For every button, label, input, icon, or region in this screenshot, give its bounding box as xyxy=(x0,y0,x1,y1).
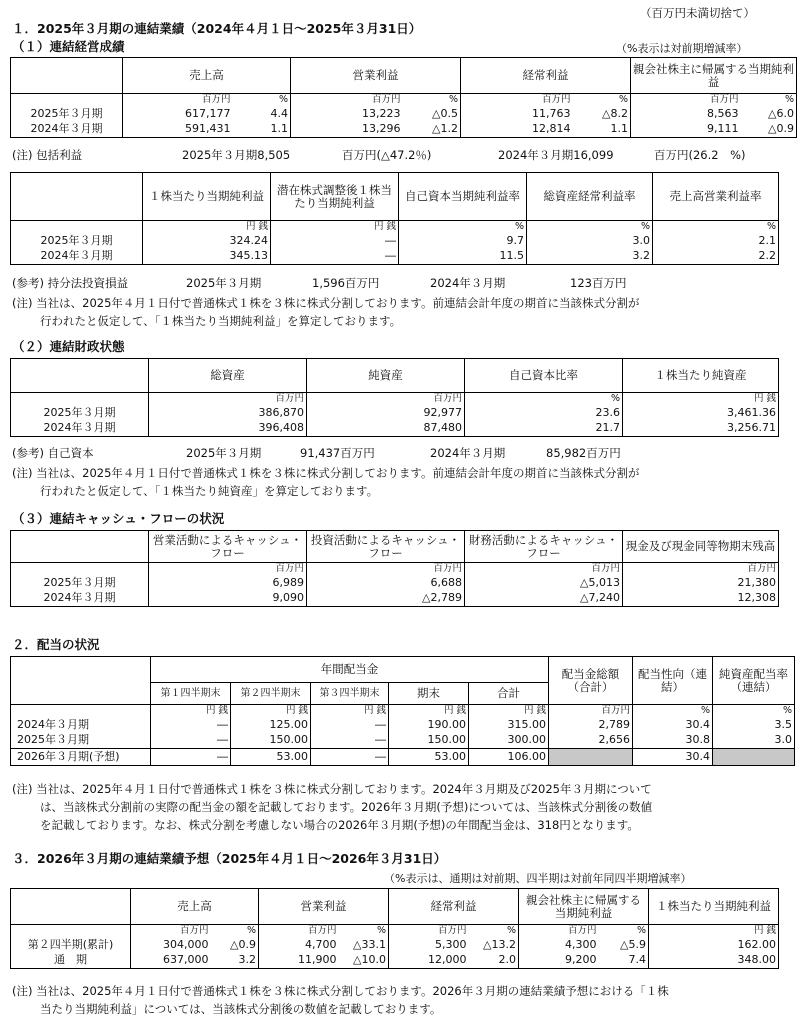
unit: 円 銭 xyxy=(389,705,469,717)
financial-position-table xyxy=(10,358,779,437)
cell: 30.8 xyxy=(633,733,713,749)
header-total: 合計 xyxy=(469,683,549,705)
cell-shaded xyxy=(713,749,795,766)
unit: % xyxy=(653,221,779,233)
note-value: 2025年３月期8,505 xyxy=(182,148,291,162)
header-total-assets: 総資産 xyxy=(149,359,307,393)
cell: 300.00 xyxy=(469,733,549,749)
cell: 92,977 xyxy=(307,405,465,421)
cell: △5.9 xyxy=(599,937,649,953)
note-value: 百万円(△47.2％) xyxy=(342,148,432,162)
row-label: 2025年３月期 xyxy=(11,733,151,749)
note-dividends-line3: を記載しております。なお、株式分割を考慮しない場合の2026年３月期(予想)の年間配当金は、318円となります。 xyxy=(40,818,639,832)
row-label: 2026年３月期(予想) xyxy=(11,749,151,766)
note-stock-split: (注) 当社は、2025年４月１日付で普通株式１株を３株に株式分割しております。前連結会計年度の期首に当該株式分割が xyxy=(12,466,640,480)
unit: % xyxy=(233,94,291,106)
unit: 円 銭 xyxy=(469,705,549,717)
header-q1: 第１四半期末 xyxy=(151,683,231,705)
cell: 30.4 xyxy=(633,717,713,733)
unit: 百万円 xyxy=(465,563,623,575)
cell: △10.0 xyxy=(339,953,389,969)
row-label: 2025年３月期 xyxy=(11,575,149,591)
cell: 324.24 xyxy=(143,233,271,249)
row-label: 2024年３月期 xyxy=(11,717,151,733)
header-net-income: 親会社株主に帰属する当期純利益 xyxy=(519,889,649,925)
cell: ― xyxy=(151,717,231,733)
header-ordinary-profit: 経常利益 xyxy=(389,889,519,925)
cell: 106.00 xyxy=(469,749,549,766)
note-stock-split: (注) 当社は、2025年４月１日付で普通株式１株を３株に株式分割しております。前連結会計年度の期首に当該株式分割が xyxy=(12,296,640,310)
per-share-table xyxy=(10,172,779,265)
cell: 1.1 xyxy=(233,122,291,138)
cell: △0.9 xyxy=(741,122,797,138)
cell: 6,989 xyxy=(149,575,307,591)
unit: 百万円 xyxy=(307,393,465,405)
unit: % xyxy=(211,925,259,937)
unit: 百万円 xyxy=(371,94,401,106)
row-label: 2025年３月期 xyxy=(11,233,143,249)
cell: 6,688 xyxy=(307,575,465,591)
cell: 315.00 xyxy=(469,717,549,733)
pct-note: （%表示は対前期増減率） xyxy=(616,42,748,55)
cell: 2.1 xyxy=(653,233,779,249)
note-dividends xyxy=(12,782,652,796)
cell: 637,000 xyxy=(131,953,211,969)
cell: 3.5 xyxy=(713,717,795,733)
header-eps: １株当たり当期純利益 xyxy=(143,173,271,221)
unit: % xyxy=(469,925,519,937)
cell: 12,000 xyxy=(389,953,469,969)
unit: % xyxy=(713,705,795,717)
header-equity-ratio: 自己資本比率 xyxy=(465,359,623,393)
header-q3: 第３四半期末 xyxy=(311,683,389,705)
unit: % xyxy=(339,925,389,937)
cell: △1.2 xyxy=(403,122,461,138)
note-stock-split-cont: 行われたと仮定して、「１株当たり当期純利益」を算定しております。 xyxy=(40,314,402,328)
cashflow-table xyxy=(10,530,779,607)
header-op-margin: 売上高営業利益率 xyxy=(653,173,779,221)
unit: 円 銭 xyxy=(151,705,231,717)
note-dividends-line2: は、当該株式分割前の実際の配当金の額を記載しております。2026年３月期(予想)については、当該株式分割後の数値 xyxy=(40,800,653,814)
cell: ― xyxy=(311,733,389,749)
cell: △5,013 xyxy=(465,575,623,591)
ref-equity-method: (参考) 持分法投資損益 xyxy=(12,276,129,290)
unit: 百万円 xyxy=(307,563,465,575)
ref-value: 2025年３月期 xyxy=(186,276,262,290)
cell: 2.0 xyxy=(469,953,519,969)
cell: 13,296 xyxy=(291,122,403,138)
cell: ― xyxy=(271,249,399,265)
cell: 11,900 xyxy=(259,953,339,969)
unit: 円 銭 xyxy=(143,221,271,233)
forecast-table xyxy=(10,888,779,969)
cell: ― xyxy=(311,717,389,733)
cell: △8.2 xyxy=(573,106,631,122)
cell: △33.1 xyxy=(339,937,389,953)
header-net-income: 親会社株主に帰属する当期純利益 xyxy=(631,58,797,94)
header-operating-profit: 営業利益 xyxy=(259,889,389,925)
cell: 7.4 xyxy=(599,953,649,969)
cell: 13,223 xyxy=(362,106,401,120)
note-forecast: (注) 当社は、2025年４月１日付で普通株式１株を３株に株式分割しております。2026年３月期の連結業績予想における「１株 xyxy=(12,984,669,998)
cell: 190.00 xyxy=(389,717,469,733)
cell: 304,000 xyxy=(163,937,209,951)
note-comprehensive-income: (注) 包括利益 xyxy=(12,148,83,162)
cell: 4,300 xyxy=(565,937,597,951)
cell: 3,461.36 xyxy=(623,405,779,421)
unit: 百万円 xyxy=(307,925,337,937)
header-sales: 売上高 xyxy=(123,58,291,94)
unit: % xyxy=(399,221,527,233)
dividends-table xyxy=(10,656,795,766)
cell: 3.2 xyxy=(211,953,259,969)
cell: 3.0 xyxy=(527,233,653,249)
header-payout-ratio: 配当性向（連結） xyxy=(633,657,713,705)
header-year-end: 期末 xyxy=(389,683,469,705)
cell: 162.00 xyxy=(649,937,779,953)
ref-value: 2024年３月期 xyxy=(430,446,506,460)
cell: 4.4 xyxy=(233,106,291,122)
cell: ― xyxy=(151,733,231,749)
note-stock-split-cont: 行われたと仮定して、「１株当たり純資産」を算定しております。 xyxy=(40,484,379,498)
header-ordinary-profit: 経常利益 xyxy=(461,58,631,94)
cell: 396,408 xyxy=(149,421,307,437)
row-label: 2024年３月期 xyxy=(11,591,149,607)
cell-shaded xyxy=(549,749,633,766)
ref-value: 2024年３月期 xyxy=(430,276,506,290)
cell: 345.13 xyxy=(143,249,271,265)
unit: % xyxy=(741,94,797,106)
note-dividends-line1-tail: て xyxy=(640,782,652,796)
cell: 4,700 xyxy=(305,937,337,951)
operating-results-table xyxy=(10,57,797,138)
header-investing-cf: 投資活動によるキャッシュ・フロー xyxy=(307,531,465,563)
cell: ― xyxy=(311,749,389,766)
header-doe: 純資産配当率（連結） xyxy=(713,657,795,705)
cell: △7,240 xyxy=(465,591,623,607)
subsection-title-cashflow: （３）連結キャッシュ・フローの状況 xyxy=(12,511,225,526)
unit: 円 銭 xyxy=(623,393,779,405)
section-title-forecast: ３．2026年３月期の連結業績予想（2025年４月１日～2026年３月31日） xyxy=(12,851,447,866)
unit-note: （百万円未満切捨て） xyxy=(640,6,755,20)
cell: △0.9 xyxy=(211,937,259,953)
cell: 11.5 xyxy=(399,249,527,265)
cell: 23.6 xyxy=(465,405,623,421)
unit: 円 銭 xyxy=(649,925,779,937)
cell: ― xyxy=(271,233,399,249)
section-title-dividends: ２．配当の状況 xyxy=(12,637,100,652)
note-forecast-cont: 当たり当期純利益」については、当該株式分割後の数値を記載しております。 xyxy=(40,1002,442,1016)
header-diluted-eps: 潜在株式調整後１株当たり当期純利益 xyxy=(271,173,399,221)
cell: 12,308 xyxy=(623,591,779,607)
cell: 2,789 xyxy=(549,717,633,733)
unit: % xyxy=(465,393,623,405)
header-eps: １株当たり当期純利益 xyxy=(649,889,779,925)
cell: 2.2 xyxy=(653,249,779,265)
ref-value: 123百万円 xyxy=(570,276,627,290)
unit: 百万円 xyxy=(149,393,307,405)
note-value: 百万円(26.2 %) xyxy=(654,148,746,162)
cell: △0.5 xyxy=(403,106,461,122)
note-value: 2024年３月期16,099 xyxy=(498,148,614,162)
note-dividends-line1: (注) 当社は、2025年４月１日付で普通株式１株を３株に株式分割しております。2024年３月期及び2025年３月期につい xyxy=(12,782,641,796)
unit: % xyxy=(573,94,631,106)
cell: 9,090 xyxy=(149,591,307,607)
header-annual-dividend: 年間配当金 xyxy=(151,657,549,683)
cell: 348.00 xyxy=(649,953,779,969)
unit: 百万円 xyxy=(709,94,739,106)
cell: 11,763 xyxy=(532,106,571,120)
row-label: 2025年３月期 xyxy=(11,106,123,122)
unit: 円 銭 xyxy=(231,705,311,717)
unit: 百万円 xyxy=(549,705,633,717)
header-cash-end: 現金及び現金同等物期末残高 xyxy=(623,531,779,563)
cell: △2,789 xyxy=(307,591,465,607)
cell: 9,111 xyxy=(631,122,741,138)
row-label: 2025年３月期 xyxy=(11,405,149,421)
row-label: 2024年３月期 xyxy=(11,249,143,265)
cell: 1.1 xyxy=(573,122,631,138)
header-sales: 売上高 xyxy=(131,889,259,925)
row-label: 2024年３月期 xyxy=(11,122,123,138)
cell: 150.00 xyxy=(389,733,469,749)
subsection-title-financial: （２）連結財政状態 xyxy=(12,339,125,354)
cell: 9,200 xyxy=(519,953,599,969)
cell: 386,870 xyxy=(149,405,307,421)
cell: 87,480 xyxy=(307,421,465,437)
unit: 百万円 xyxy=(541,94,571,106)
header-bps: １株当たり純資産 xyxy=(623,359,779,393)
header-q2: 第２四半期末 xyxy=(231,683,311,705)
cell: 591,431 xyxy=(123,122,233,138)
unit: 百万円 xyxy=(179,925,209,937)
row-label: 第２四半期(累計) xyxy=(11,937,131,953)
unit: 百万円 xyxy=(149,563,307,575)
header-financing-cf: 財務活動によるキャッシュ・フロー xyxy=(465,531,623,563)
header-operating-cf: 営業活動によるキャッシュ・フロー xyxy=(149,531,307,563)
cell: △6.0 xyxy=(741,106,797,122)
cell: 9.7 xyxy=(399,233,527,249)
ref-equity: (参考) 自己資本 xyxy=(12,446,94,460)
unit: 円 銭 xyxy=(311,705,389,717)
unit: 百万円 xyxy=(567,925,597,937)
cell: 53.00 xyxy=(389,749,469,766)
cell: 5,300 xyxy=(435,937,467,951)
cell: 53.00 xyxy=(231,749,311,766)
row-label: 通 期 xyxy=(11,953,131,969)
header-operating-profit: 営業利益 xyxy=(291,58,461,94)
header-roe: 自己資本当期純利益率 xyxy=(399,173,527,221)
forecast-pct-note: （%表示は、通期は対前期、四半期は対前年同四半期増減率） xyxy=(384,872,692,885)
cell: 617,177 xyxy=(185,106,231,120)
ref-value: 91,437百万円 xyxy=(300,446,375,460)
cell: 3.2 xyxy=(527,249,653,265)
header-roa: 総資産経常利益率 xyxy=(527,173,653,221)
unit: % xyxy=(527,221,653,233)
cell: 12,814 xyxy=(461,122,573,138)
cell: 150.00 xyxy=(231,733,311,749)
cell: 3.0 xyxy=(713,733,795,749)
cell: 8,563 xyxy=(707,106,739,120)
ref-value: 85,982百万円 xyxy=(546,446,621,460)
header-net-assets: 純資産 xyxy=(307,359,465,393)
unit: % xyxy=(633,705,713,717)
ref-value: 2025年３月期 xyxy=(186,446,262,460)
unit: 百万円 xyxy=(123,94,233,106)
cell: △13.2 xyxy=(469,937,519,953)
cell: 2,656 xyxy=(549,733,633,749)
cell: 125.00 xyxy=(231,717,311,733)
unit: 百万円 xyxy=(623,563,779,575)
unit: 百万円 xyxy=(437,925,467,937)
ref-value: 1,596百万円 xyxy=(312,276,380,290)
cell: ― xyxy=(151,749,231,766)
row-label: 2024年３月期 xyxy=(11,421,149,437)
cell: 21.7 xyxy=(465,421,623,437)
unit: 円 銭 xyxy=(271,221,399,233)
cell: 3,256.71 xyxy=(623,421,779,437)
section-title-results: １．2025年３月期の連結業績（2024年４月１日～2025年３月31日） xyxy=(12,21,422,36)
unit: % xyxy=(599,925,649,937)
header-total-dividend: 配当金総額（合計） xyxy=(549,657,633,705)
subsection-title-operating: （１）連結経営成績 xyxy=(12,39,125,54)
cell: 30.4 xyxy=(633,749,713,766)
unit: % xyxy=(403,94,461,106)
cell: 21,380 xyxy=(623,575,779,591)
